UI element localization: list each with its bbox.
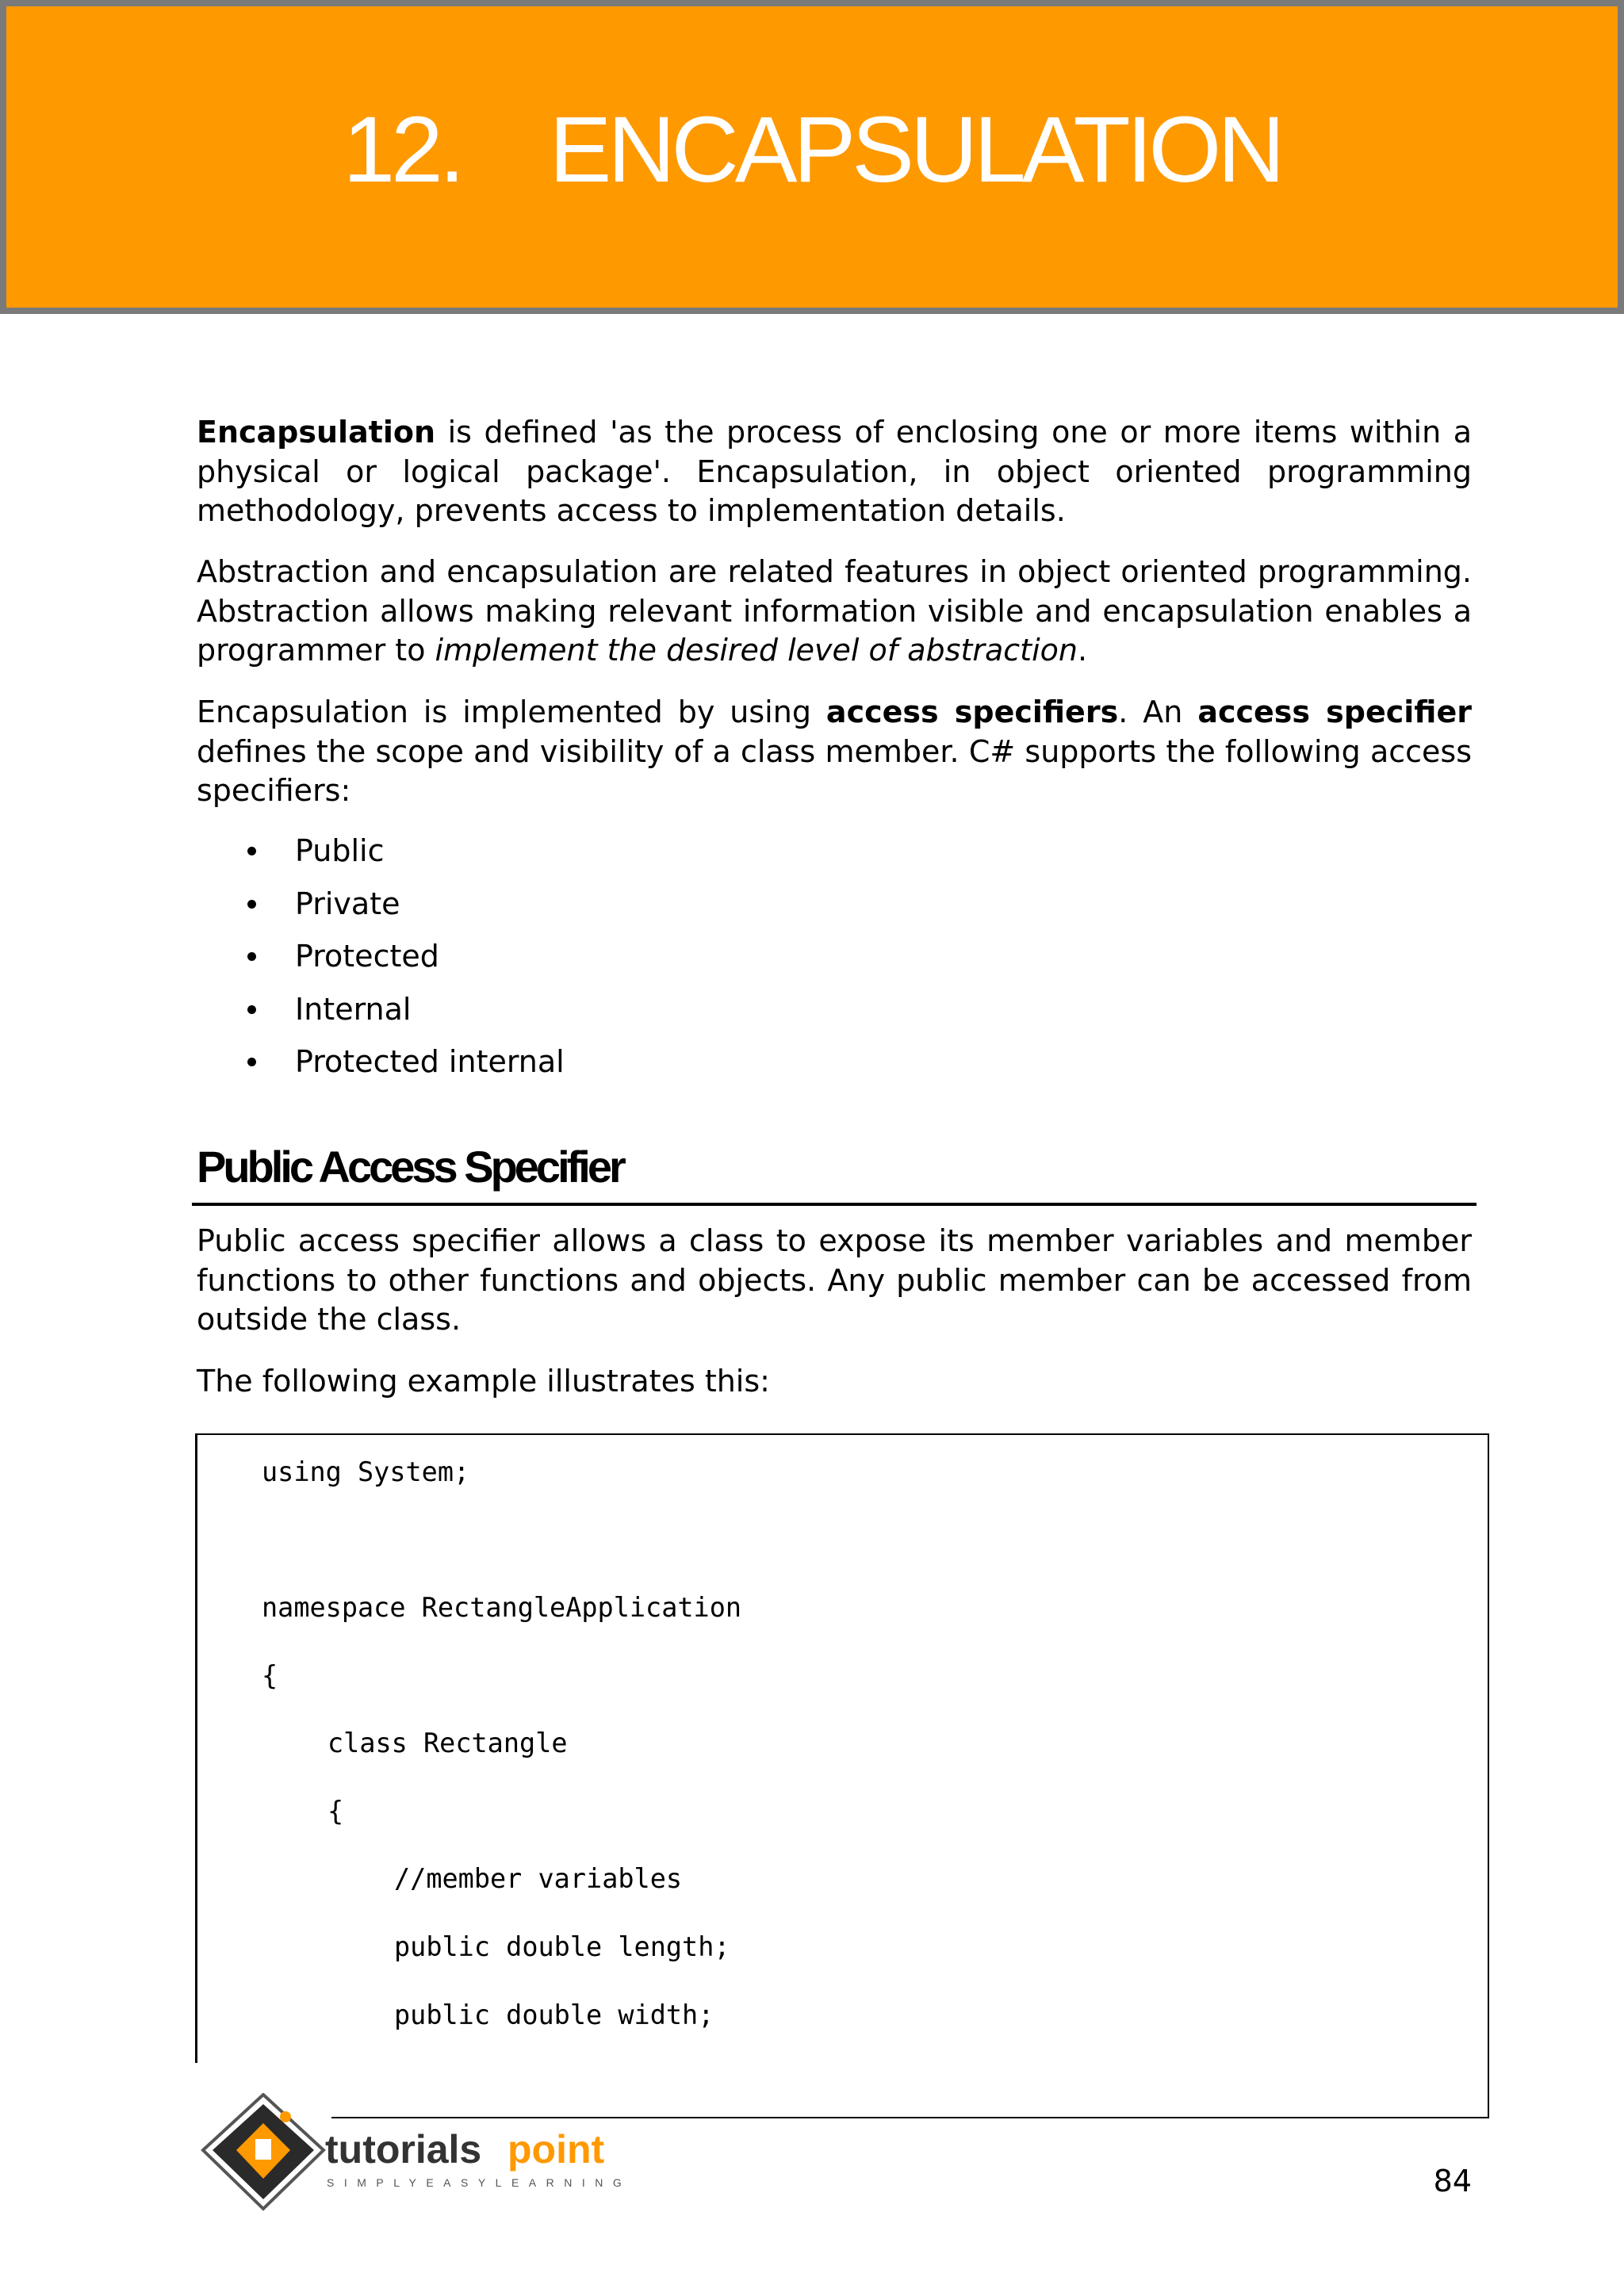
term-access-specifier: access specifier: [1197, 695, 1472, 729]
access-specifier-list: [197, 829, 565, 1093]
code-block: [195, 1433, 1489, 2118]
term-access-specifiers: access specifiers: [825, 695, 1119, 729]
bullet-icon: [247, 847, 256, 855]
intro-paragraph-2-text: Abstraction and encapsulation are related features in object oriented programming. Abstraction allows making relevant information visible and encapsulation enables a programmer to: [197, 554, 1472, 668]
code-line: using System;: [262, 1456, 470, 1487]
list-item: [197, 882, 565, 936]
logo-wordmark-a: tutorials: [325, 2127, 482, 2172]
section-heading: Public Access Specifier: [197, 1142, 623, 1192]
bullet-icon: [247, 1058, 256, 1066]
chapter-name: ENCAPSULATION: [549, 98, 1281, 202]
tutorialspoint-logo: [197, 2093, 649, 2212]
logo-diamond-icon: [203, 2095, 324, 2209]
intro-paragraph-2: [197, 553, 1472, 671]
list-item-label: Public: [295, 833, 385, 868]
code-line: public double length;: [394, 1931, 730, 1962]
italic-phrase: implement the desired level of abstraction: [435, 633, 1078, 668]
list-item-label: Protected internal: [295, 1044, 565, 1079]
section-divider: [192, 1203, 1477, 1206]
intro-paragraph-3-text: Encapsulation is implemented by using: [197, 695, 826, 729]
section-paragraph-2: [197, 1362, 1472, 1402]
chapter-title: [0, 98, 1624, 202]
list-item: [197, 1040, 565, 1093]
list-item-label: Internal: [295, 991, 412, 1027]
section-paragraph-2-text: The following example illustrates this:: [197, 1364, 770, 1399]
code-line: namespace RectangleApplication: [262, 1592, 742, 1623]
intro-paragraph-2-end: .: [1077, 633, 1088, 668]
page-number: 84: [1433, 2164, 1472, 2198]
list-item: [197, 988, 565, 1041]
code-line: {: [327, 1796, 344, 1827]
intro-paragraph-3: [197, 693, 1472, 811]
bullet-icon: [247, 900, 256, 909]
code-line: class Rectangle: [327, 1728, 568, 1758]
intro-paragraph-3-end: defines the scope and visibility of a class member. C# supports the following access specifiers:: [197, 733, 1472, 808]
list-item-label: Protected: [295, 939, 439, 974]
bullet-icon: [247, 1005, 256, 1014]
logo-wordmark-b: point: [508, 2127, 605, 2172]
section-paragraph-1: [197, 1222, 1472, 1340]
code-line: //member variables: [394, 1863, 683, 1894]
list-item-label: Private: [295, 886, 400, 921]
chapter-number: 12.: [343, 98, 462, 202]
list-item: [197, 829, 565, 882]
code-line: public double width;: [394, 1999, 714, 2030]
term-encapsulation: Encapsulation: [197, 415, 436, 450]
list-item: [197, 935, 565, 988]
section-paragraph-1-text: Public access specifier allows a class to expose its member variables and member functions to other functions and objects. Any public member can be accessed from outside the class.: [197, 1223, 1472, 1337]
intro-paragraph-1: [197, 413, 1472, 531]
code-line: {: [262, 1660, 278, 1691]
logo-tagline: SIMPLYEASYLEARNING: [327, 2176, 632, 2189]
intro-paragraph-3-mid: . An: [1118, 695, 1198, 729]
bullet-icon: [247, 952, 256, 961]
intro-paragraph-1-text: is defined 'as the process of enclosing one or more items within a physical or logical package'. Encapsulation, in object oriented programming methodology, prevents access to implementation details.: [197, 415, 1472, 528]
